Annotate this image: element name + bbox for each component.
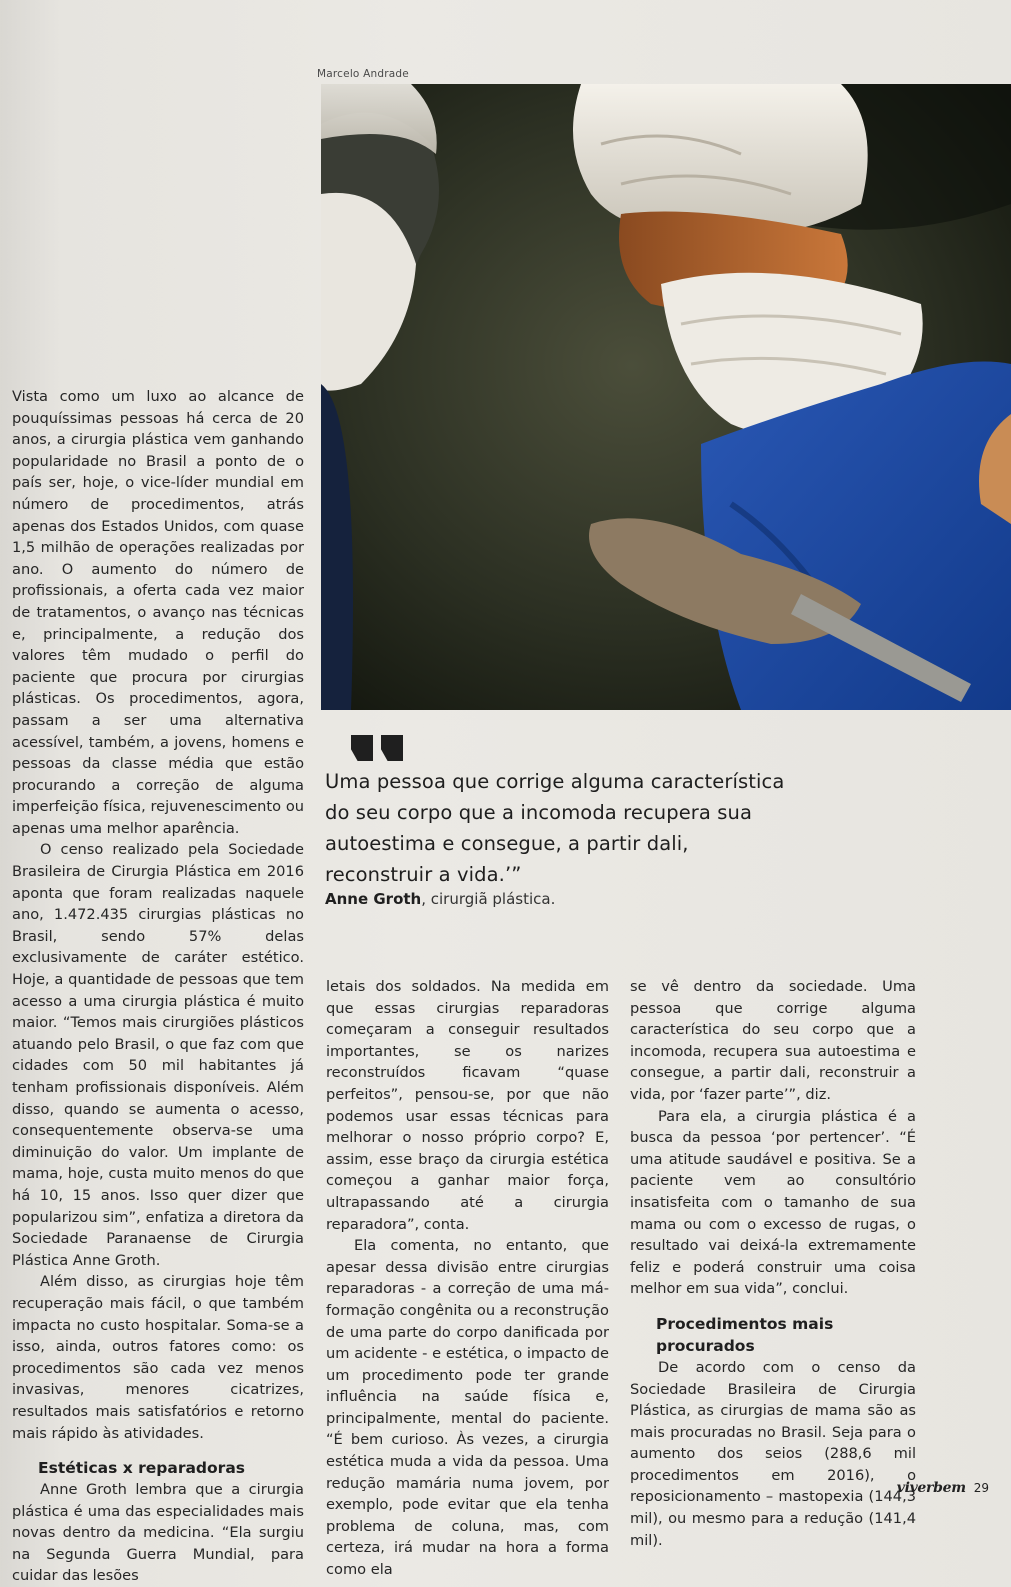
paragraph: Ela comenta, no entanto, que apesar dessa divisão entre cirurgias reparadoras - a correção de uma má-formação congênita ou a reconstrução de uma parte do corpo danificada por um acidente - e estética, o impacto de um procedimento pode ter grande influência na saúde física e, principalmente, mental do paciente. “É bem curioso. Às vezes, a cirurgia estética muda a vida da pessoa. Uma redução mamária numa jovem, por exemplo, pode evitar que ela tenha problema de coluna, mas, com certeza, irá mudar na hora a forma como ela [326, 1237, 609, 1579]
section-heading: Estéticas x reparadoras [38, 1459, 246, 1478]
surgeons-photo [321, 84, 1011, 710]
paragraph: Para ela, a cirurgia plástica é a busca da pessoa ‘por pertencer’. “É uma atitude saudável e positiva. Se a paciente vem ao consultório insatisfeita com o tamanho de sua mama ou com o excesso de rugas, o resultado vai deixá-la extremamente feliz e poderá construir uma coisa melhor em sua vida”, conclui. [630, 1107, 916, 1298]
article-column-3 [630, 976, 916, 1551]
paragraph: De acordo com o censo da Sociedade Brasileira de Cirurgia Plástica, as cirurgias de mama são as mais procuradas no Brasil. Seja para o aumento dos seios (288,6 mil procedimentos em 2016), o reposicionamento – mastopexia (144,3 mil), ou mesmo para a redução (141,4 mil). [630, 1358, 916, 1549]
paragraph: O censo realizado pela Sociedade Brasileira de Cirurgia Plástica em 2016 aponta que foram realizadas naquele ano, 1.472.435 cirurgias plásticas no Brasil, sendo 57% delas exclusivamente de caráter estético. Hoje, a quantidade de pessoas que tem acesso a uma cirurgia plástica é muito maior. “Temos mais cirurgiões plásticos atuando pelo Brasil, o que faz com que cidades com 50 mil habitantes já tenham profissionais disponíveis. Além disso, quando se aumenta o acesso, consequentemente observa-se uma diminuição do valor. Um implante de mama, hoje, custa muito menos do que há 10, 15 anos. Isso quer dizer que popularizou sim”, enfatiza a diretora da Sociedade Paranaense de Cirurgia Plástica Anne Groth. [12, 841, 304, 1269]
paragraph: se vê dentro da sociedade. Uma pessoa que corrige alguma característica do seu corpo que a incomoda, recupera sua autoestima e consegue, a partir dali, reconstruir a vida, por ‘fazer parte’”, diz. [630, 978, 916, 1103]
paragraph: letais dos soldados. Na medida em que essas cirurgias reparadoras começaram a conseguir resultados importantes, se os narizes reconstruídos ficavam “quase perfeitos”, pensou-se, por que não podemos usar essas técnicas para melhorar o nosso próprio corpo? E, assim, esse braço da cirurgia estética começou a ganhar maior força, ultrapassando até a cirurgia reparadora”, conta. [326, 978, 609, 1233]
quote-author-name: Anne Groth [325, 890, 422, 908]
photo-credit: Marcelo Andrade [317, 68, 409, 80]
paragraph: Além disso, as cirurgias hoje têm recuperação mais fácil, o que também impacta no custo hospitalar. Soma-se a isso, ainda, outros fatores como: os procedimentos são cada vez menos invasivas, menores cicatrizes, resultados mais satisfatórios e retorno mais rápido às atividades. [12, 1273, 304, 1442]
paragraph: Vista como um luxo ao alcance de pouquíssimas pessoas há cerca de 20 anos, a cirurgia plástica vem ganhando popularidade no Brasil a ponto de o país ser, hoje, o vice-líder mundial em número de procedimentos, atrás apenas dos Estados Unidos, com quase 1,5 milhão de operações realizadas por ano. O aumento do número de profissionais, a oferta cada vez maior de tratamentos, o avanço nas técnicas e, principalmente, a redução dos valores têm mudado o perfil do paciente que procura por cirurgias plásticas. Os procedimentos, agora, passam a ser uma alternativa acessível, também, a jovens, homens e pessoas da classe média que estão procurando a correção de alguma imperfeição física, rejuvenescimento ou apenas uma melhor aparência. [12, 388, 304, 837]
pull-quote: Uma pessoa que corrige alguma característica do seu corpo que a incomoda recupera sua autoestima e consegue, a partir dali, reconstruir a vida.’” [325, 770, 785, 886]
article-column-1 [12, 386, 304, 1587]
surgeons-illustration [321, 84, 1011, 710]
section-heading: Procedimentos mais procurados [656, 1314, 834, 1355]
page-footer [897, 1480, 989, 1496]
quote-attribution [325, 890, 555, 908]
quote-mark-icon [351, 735, 405, 761]
article-column-2 [326, 976, 609, 1581]
magazine-logo: viverbem [896, 1480, 966, 1496]
paragraph: Anne Groth lembra que a cirurgia plástica é uma das especialidades mais novas dentro da medicina. “Ela surgiu na Segunda Guerra Mundial, para cuidar das lesões [12, 1481, 304, 1585]
quote-author-role: , cirurgiã plástica. [421, 890, 556, 908]
page-number: 29 [973, 1481, 989, 1495]
